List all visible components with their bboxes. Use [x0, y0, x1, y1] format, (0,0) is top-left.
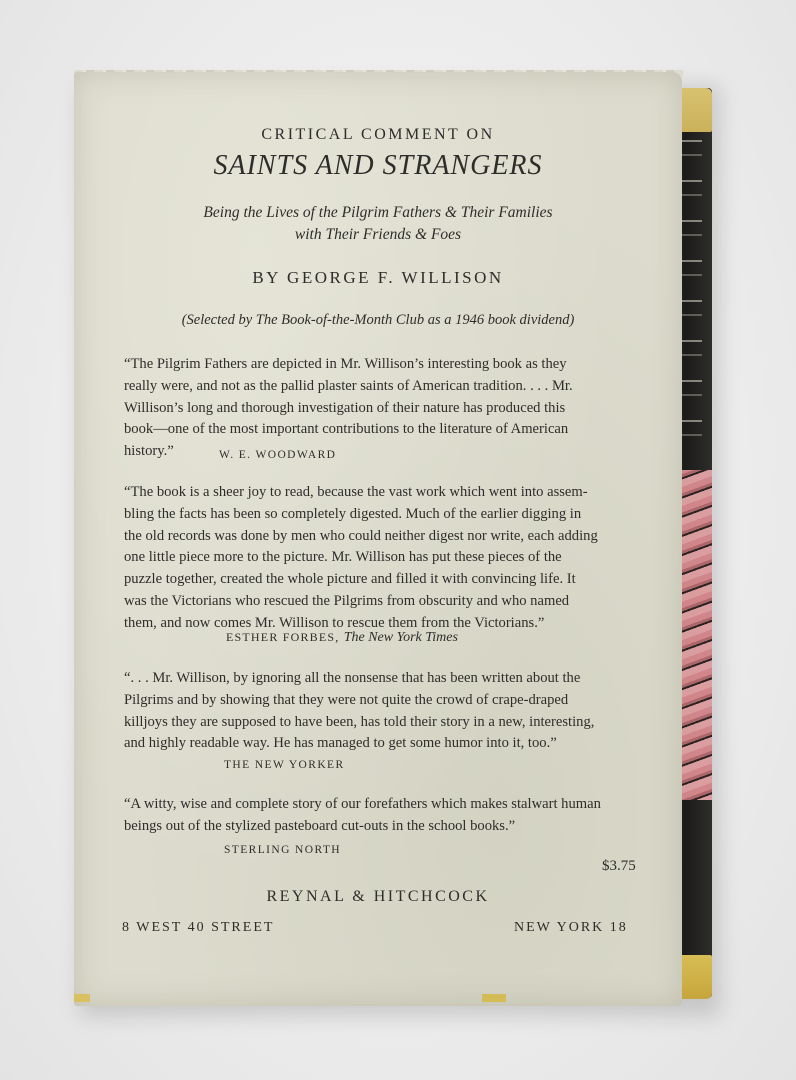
quote-line: Pilgrims and by showing that they were not quite the crowd of crape-draped — [124, 691, 569, 708]
book-title: SAINTS AND STRANGERS — [213, 150, 543, 181]
book-price: $3.75 — [602, 858, 636, 874]
jacket-worn-edge — [482, 994, 506, 1002]
publisher-name: REYNAL & HITCHCOCK — [266, 888, 490, 905]
quote-line: bling the facts has been so completely digested. Much of the earlier digging in — [124, 505, 582, 522]
spine-wear-marks — [680, 140, 702, 440]
quote-line: book—one of the most important contributions to the literature of American — [124, 421, 569, 438]
book-author: BY GEORGE F. WILLISON — [252, 268, 504, 287]
book-subtitle-line-2: with Their Friends & Foes — [294, 226, 462, 243]
review-quote-new-yorker — [124, 668, 644, 755]
quote-line: Willison’s long and thorough investigation of their nature has produced this — [124, 399, 566, 416]
quote-attribution-new-yorker: THE NEW YORKER — [224, 759, 345, 771]
quote-line: beings out of the stylized pasteboard cut-outs in the school books.” — [124, 817, 516, 834]
review-quote-forbes — [124, 482, 644, 635]
publisher-city: NEW YORK 18 — [514, 920, 628, 935]
publisher-address: 8 WEST 40 STREET — [122, 920, 275, 935]
quote-line: “A witty, wise and complete story of our forefathers which makes stalwart human — [124, 796, 601, 812]
quote-line: was the Victorians who rescued the Pilgrims from obscurity and who named — [124, 592, 570, 609]
quote-attribution-woodward: W. E. WOODWARD — [219, 449, 337, 461]
quote-line: “. . . Mr. Willison, by ignoring all the nonsense that has been written about the — [124, 670, 581, 686]
quote-line: them, and now comes Mr. Willison to rescue them from the Victorians.” — [124, 614, 545, 631]
quote-line: one little piece more to the picture. Mr. Willison has put these pieces of the — [124, 549, 562, 566]
quote-line: puzzle together, created the whole picture and filled it with convincing life. It — [124, 571, 576, 588]
quote-attribution-north: STERLING NORTH — [224, 844, 341, 856]
attribution-name: ESTHER FORBES, — [226, 630, 340, 644]
quote-line: the old records was done by men who could neither digest nor write, each adding — [124, 527, 598, 544]
quote-line: “The book is a sheer joy to read, because the vast work which went into assem- — [124, 484, 588, 500]
selection-note: (Selected by The Book-of-the-Month Club as a 1946 book dividend) — [181, 312, 575, 328]
attribution-source: The New York Times — [343, 630, 458, 645]
review-quote-woodward — [124, 354, 644, 463]
quote-line: and highly readable way. He has managed to get some humor into it, too.” — [124, 735, 557, 752]
dust-jacket-back-cover — [74, 72, 682, 1006]
jacket-heading: CRITICAL COMMENT ON — [261, 126, 495, 143]
review-quote-north — [124, 794, 644, 838]
quote-line: really were, and not as the pallid plaster saints of American tradition. . . . Mr. — [124, 377, 573, 394]
quote-attribution-forbes — [226, 630, 458, 646]
quote-line: killjoys they are supposed to have been, has told their story in a new, interesting, — [124, 713, 595, 730]
book-subtitle-line-1: Being the Lives of the Pilgrim Fathers & Their Families — [203, 204, 553, 221]
quote-line: “The Pilgrim Fathers are depicted in Mr. Willison’s interesting book as they — [124, 356, 567, 372]
jacket-worn-corner — [74, 994, 90, 1002]
quote-line: history.” — [124, 443, 174, 460]
